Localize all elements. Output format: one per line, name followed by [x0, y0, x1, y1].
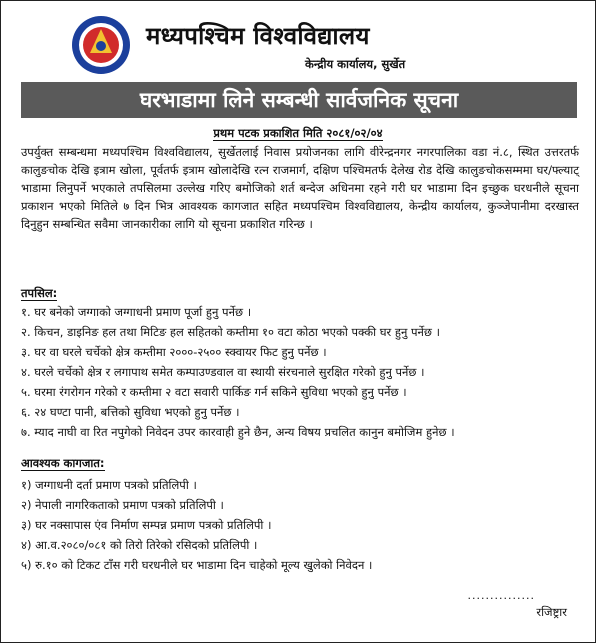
registrar-title: रजिष्ट्रार [536, 605, 567, 619]
list-item: ६. २४ घण्टा पानी, बत्तिको सुविधा भएको हुनु पर्नेछ । [21, 405, 240, 419]
office-address: केन्द्रीय कार्यालय, सुर्खेत [305, 57, 406, 71]
list-item: ४. घरले चर्चेको क्षेत्र र लगापाथ समेत कम्पाउण्डवाल वा स्थायी संरचनाले सुरक्षित गरेको हुनु पर्नेछ । [21, 365, 425, 379]
documents-list [21, 475, 581, 575]
list-item: १) जग्गाधनी दर्ता प्रमाण पत्रको प्रतिलिपी । [21, 478, 197, 492]
list-item: ५) रु.१० को टिकट टाँस गरी घरधनीले घर भाडामा दिन चाहेको मूल्य खुलेको निवेदन । [21, 558, 373, 572]
university-name: मध्यपश्चिम विश्वविद्यालय [146, 21, 370, 50]
tapasil-list [21, 302, 581, 442]
university-logo-icon [71, 15, 131, 75]
list-item: ३) घर नक्सापास एंव निर्माण सम्पन्न प्रमाण पत्रको प्रतिलिपी । [21, 518, 272, 532]
list-item: ७. म्याद नाघी वा रित नपुगेको निवेदन उपर कारवाही हुने छैन, अन्य विषय प्रचलित कानुन बमोजिम हुनेछ । [21, 425, 455, 439]
list-item: ४) आ.व.२०८०/०८१ को तिरो तिरेको रसिदको प्रतिलिपी । [21, 538, 258, 552]
tapasil-heading-text: तपसिल: [21, 286, 58, 300]
documents-heading-text: आवश्यक कागजात: [21, 456, 105, 470]
publish-date-text: प्रथम पटक प्रकाशित मिति २०८१/०२/०४ [213, 126, 383, 140]
list-item: ५. घरमा रंगरोगन गरेको र कम्तीमा २ वटा सवारी पार्किङ गर्न सकिने सुविधा भएको हुनु पर्नेछ । [21, 385, 407, 399]
notice-title-banner: घरभाडामा लिने सम्बन्धी सार्वजनिक सूचना [21, 82, 577, 118]
list-item: ३. घर वा घरले चर्चेको क्षेत्र कम्तीमा २०००-२५०० स्क्वायर फिट हुनु पर्नेछ । [21, 345, 327, 359]
documents-heading [21, 456, 105, 471]
tapasil-heading [21, 286, 57, 301]
list-item: २. किचन, डाइनिङ हल तथा मिटिङ हल सहितको कम्तीमा १० वटा कोठा भएको पक्की घर हुनु पर्नेछ । [21, 325, 441, 339]
signature-line: ............... [467, 589, 535, 602]
publish-date [1, 126, 595, 141]
letterhead [1, 1, 595, 81]
list-item: १. घर बनेको जग्गाको जग्गाधनी प्रमाण पूर्जा हुनु पर्नेछ । [21, 305, 252, 319]
list-item: २) नेपाली नागरिकताको प्रमाण पत्रको प्रतिलिपी । [21, 498, 224, 512]
notice-body: उपर्युक्त सम्बन्धमा मध्यपश्चिम विश्वविद्यालय, सुर्खेतलाई निवास प्रयोजनका लागि वीरेन्द्रनगर नगरपालिका वडा नं.८, स्थित उत्तरतर्फ कालुङचोक देखि इत्राम खोला, पूर्वतर्फ इत्राम खोलादेखि रत्न राजमार्ग, दक्षिण पश्चिमतर्फ देलेख रोड देखि कालुङचोकसम्ममा घर/फ्ल्याट् भाडामा लिनुपर्ने भएकाले तपसिलमा उल्लेख गरिए बमोजिको शर्त बन्देज अधिनमा रहने गरी घर भाडामा दिन इच्छुक घरधनीले सूचना प्रकाशन भएको मितिले ७ दिन भित्र आवश्यक कागजात सहित मध्यपश्चिम विश्वविद्यालय, केन्द्रीय कार्यालय, कुञ्जेपानीमा दरखास्त दिनुहुन सम्बन्धित सवैमा जानकारीका लागि यो सूचना प्रकाशित गरिन्छ । [21, 145, 579, 231]
